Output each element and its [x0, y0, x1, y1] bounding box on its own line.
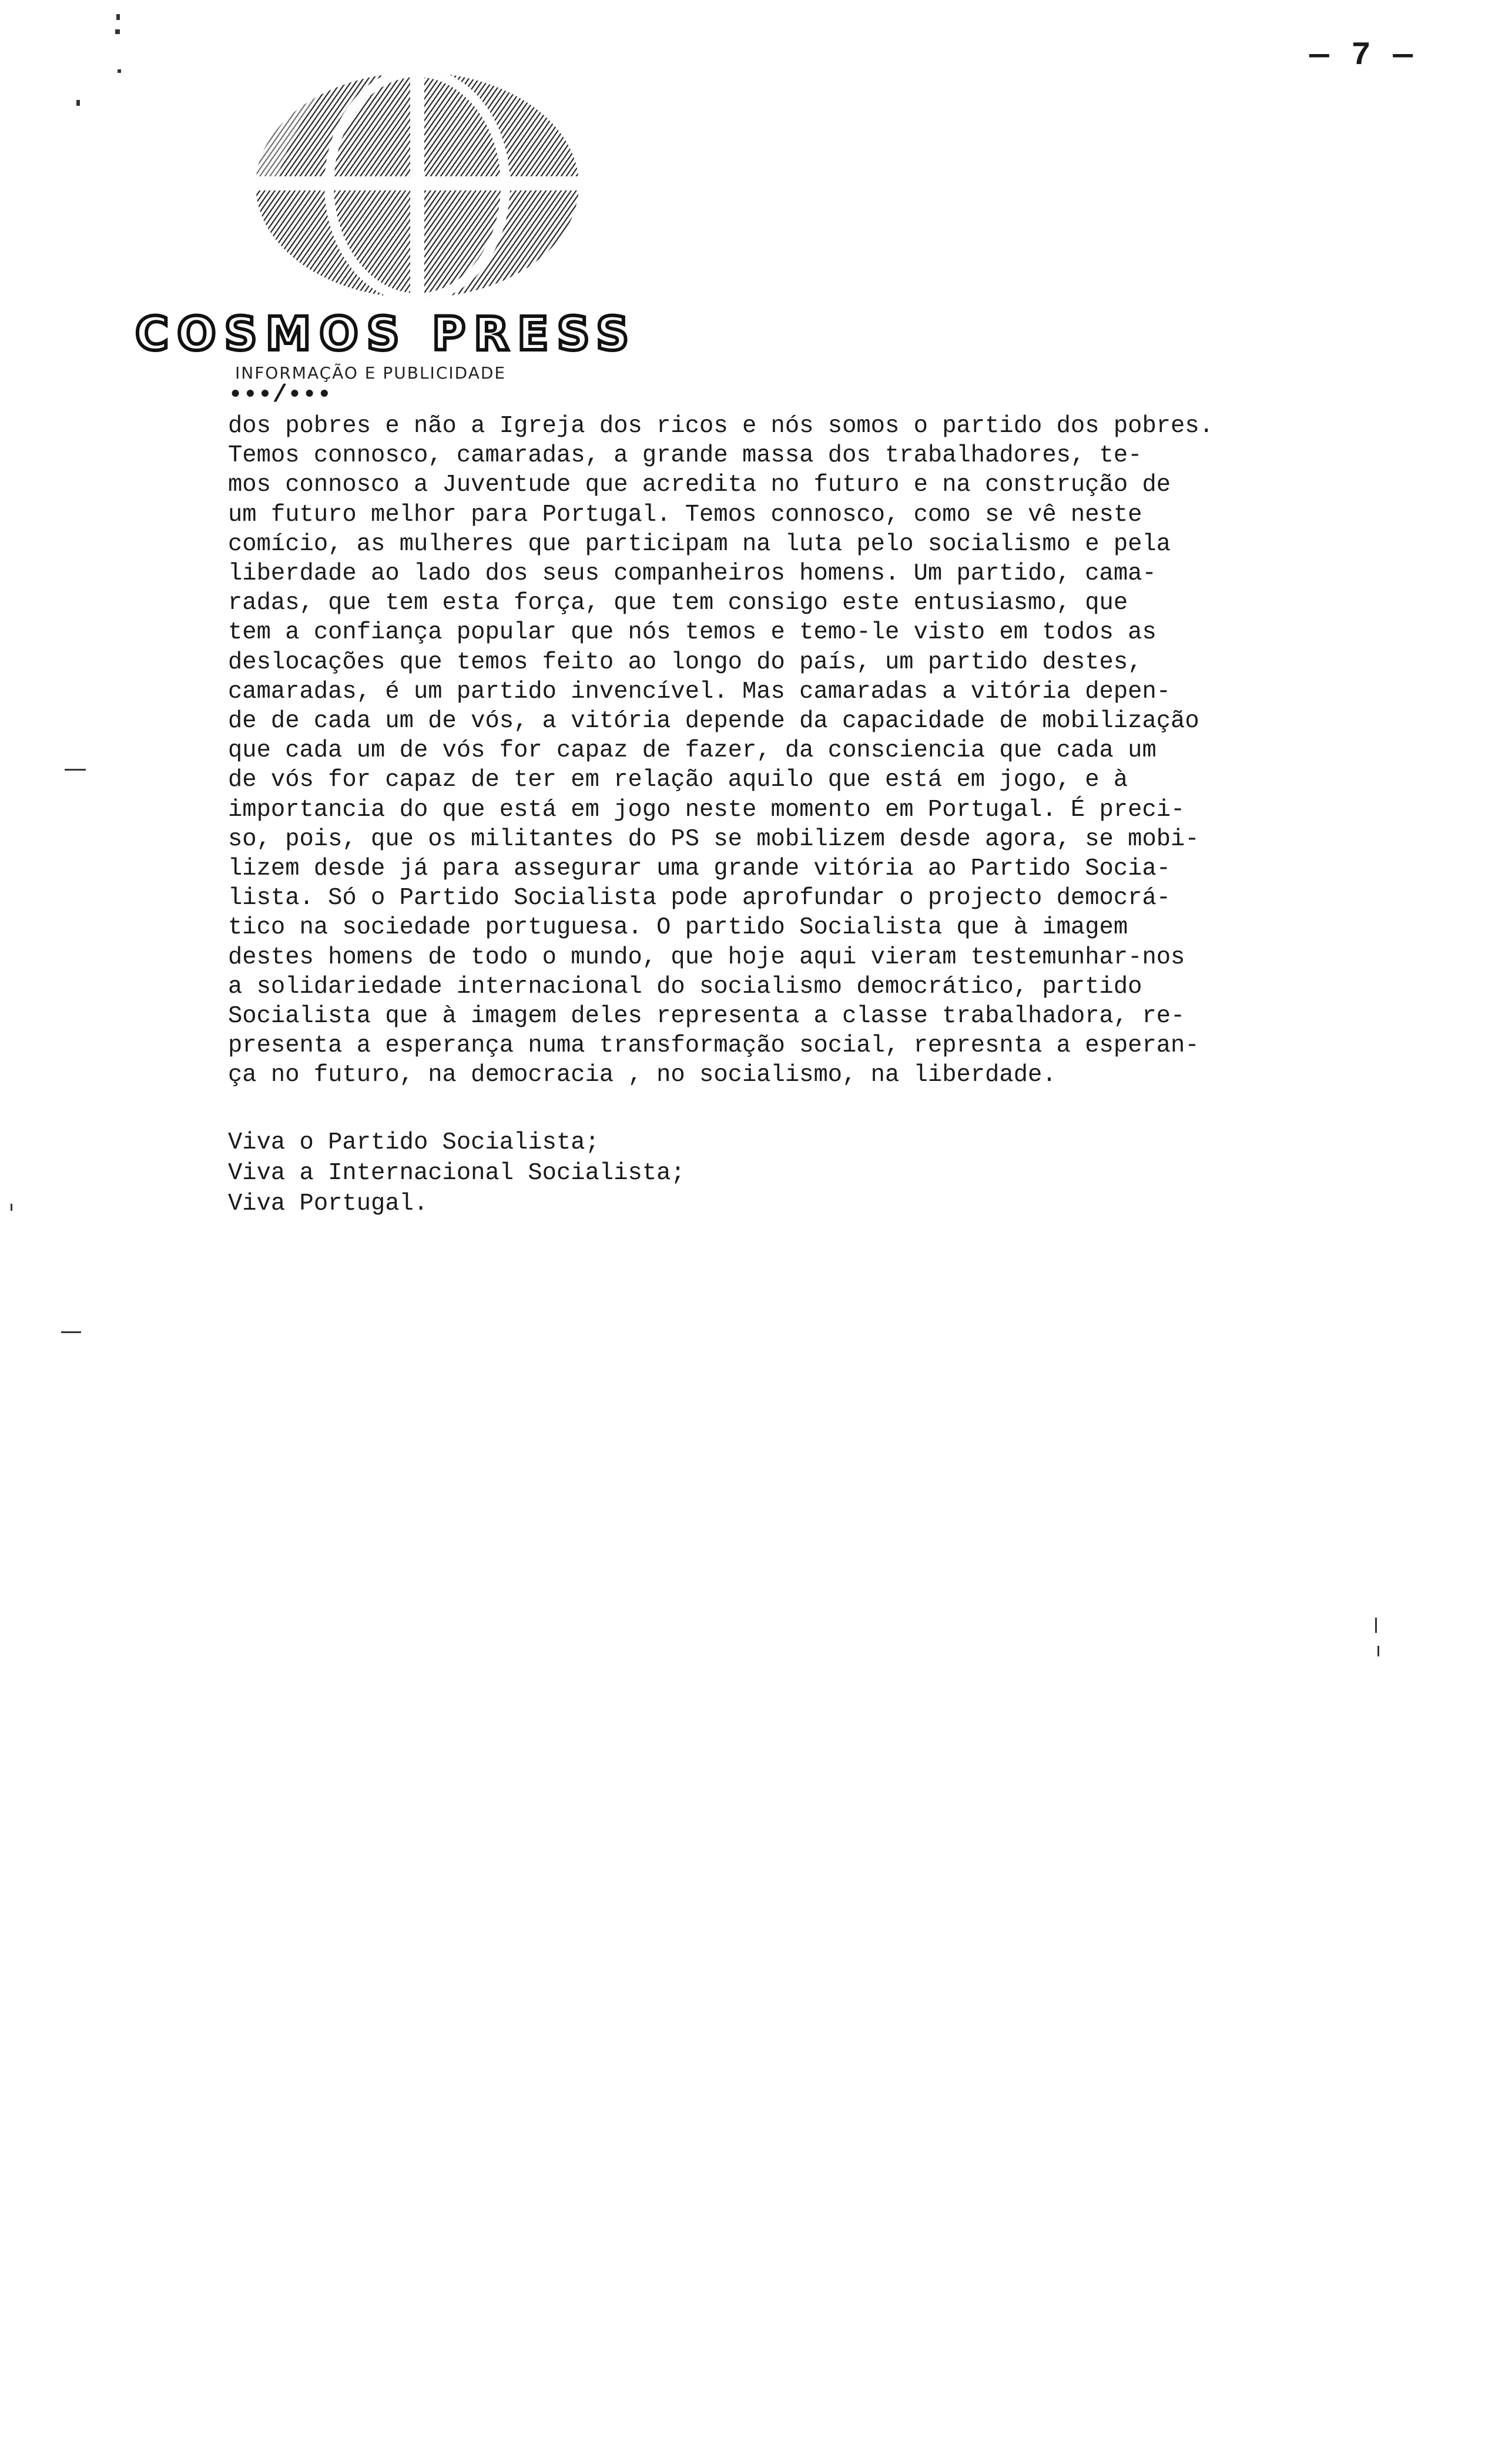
body-line: presenta a esperança numa transformação social, represnta a esperan-: [228, 1032, 1199, 1060]
body-line: dos pobres e não a Igreja dos ricos e nós somos o partido dos pobres.: [228, 413, 1214, 440]
body-line: Temos connosco, camaradas, a grande massa dos trabalhadores, te-: [228, 442, 1142, 470]
margin-speck: [61, 1331, 81, 1333]
logo-tagline: INFORMAÇÃO E PUBLICIDADE: [235, 363, 507, 383]
body-line: comício, as mulheres que participam na luta pelo socialismo e pela: [228, 530, 1171, 558]
margin-speck: [115, 29, 120, 34]
body-line: deslocações que temos feito ao longo do país, um partido destes,: [228, 648, 1142, 676]
body-line: tico na sociedade portuguesa. O partido Socialista que à imagem: [228, 914, 1128, 942]
page-number: — 7 —: [1309, 36, 1414, 74]
margin-speck: [65, 769, 86, 771]
margin-speck: [76, 100, 80, 106]
margin-speck: [1375, 1618, 1377, 1633]
letterhead: [135, 71, 699, 383]
body-line: a solidariedade internacional do socialismo democrático, partido: [228, 973, 1142, 1000]
speech-body: [228, 411, 1480, 1090]
body-line: ça no futuro, na democracia , no socialismo, na liberdade.: [228, 1062, 1057, 1089]
globe-logo-icon: [253, 71, 582, 300]
body-line: lista. Só o Partido Socialista pode aprofundar o projecto democrá-: [228, 885, 1171, 912]
body-line: destes homens de todo o mundo, que hoje aqui vieram testemunhar-nos: [228, 943, 1185, 971]
body-line: radas, que tem esta força, que tem consigo este entusiasmo, que: [228, 590, 1128, 617]
body-line: liberdade ao lado dos seus companheiros homens. Um partido, cama-: [228, 560, 1157, 588]
body-line: que cada um de vós for capaz de fazer, da consciencia que cada um: [228, 737, 1157, 765]
margin-speck: [11, 1204, 12, 1211]
closing-line: Viva Portugal.: [228, 1190, 428, 1217]
continuation-mark: •••/•••: [228, 381, 332, 409]
body-line: lizem desde já para assegurar uma grande vitória ao Partido Socia-: [228, 855, 1171, 883]
margin-speck: [118, 69, 121, 73]
margin-speck: [116, 14, 120, 20]
body-line: um futuro melhor para Portugal. Temos connosco, como se vê neste: [228, 501, 1142, 528]
closing-line: Viva o Partido Socialista;: [228, 1129, 599, 1156]
body-line: mos connosco a Juventude que acredita no futuro e na construção de: [228, 471, 1171, 499]
closing-line: Viva a Internacional Socialista;: [228, 1160, 685, 1187]
body-line: de de cada um de vós, a vitória depende da capacidade de mobilização: [228, 708, 1199, 735]
logo-name: COSMOS PRESS: [135, 308, 638, 361]
body-line: de vós for capaz de ter em relação aquilo que está em jogo, e à: [228, 766, 1128, 794]
closing-slogans: [228, 1127, 685, 1219]
body-line: importancia do que está em jogo neste momento em Portugal. É preci-: [228, 796, 1185, 823]
margin-speck: [1377, 1646, 1379, 1656]
body-line: camaradas, é um partido invencível. Mas camaradas a vitória depen-: [228, 678, 1171, 705]
body-line: tem a confiança popular que nós temos e temo-le visto em todos as: [228, 619, 1157, 647]
body-line: so, pois, que os militantes do PS se mobilizem desde agora, se mobi-: [228, 825, 1199, 853]
body-line: Socialista que à imagem deles representa a classe trabalhadora, re-: [228, 1003, 1185, 1030]
